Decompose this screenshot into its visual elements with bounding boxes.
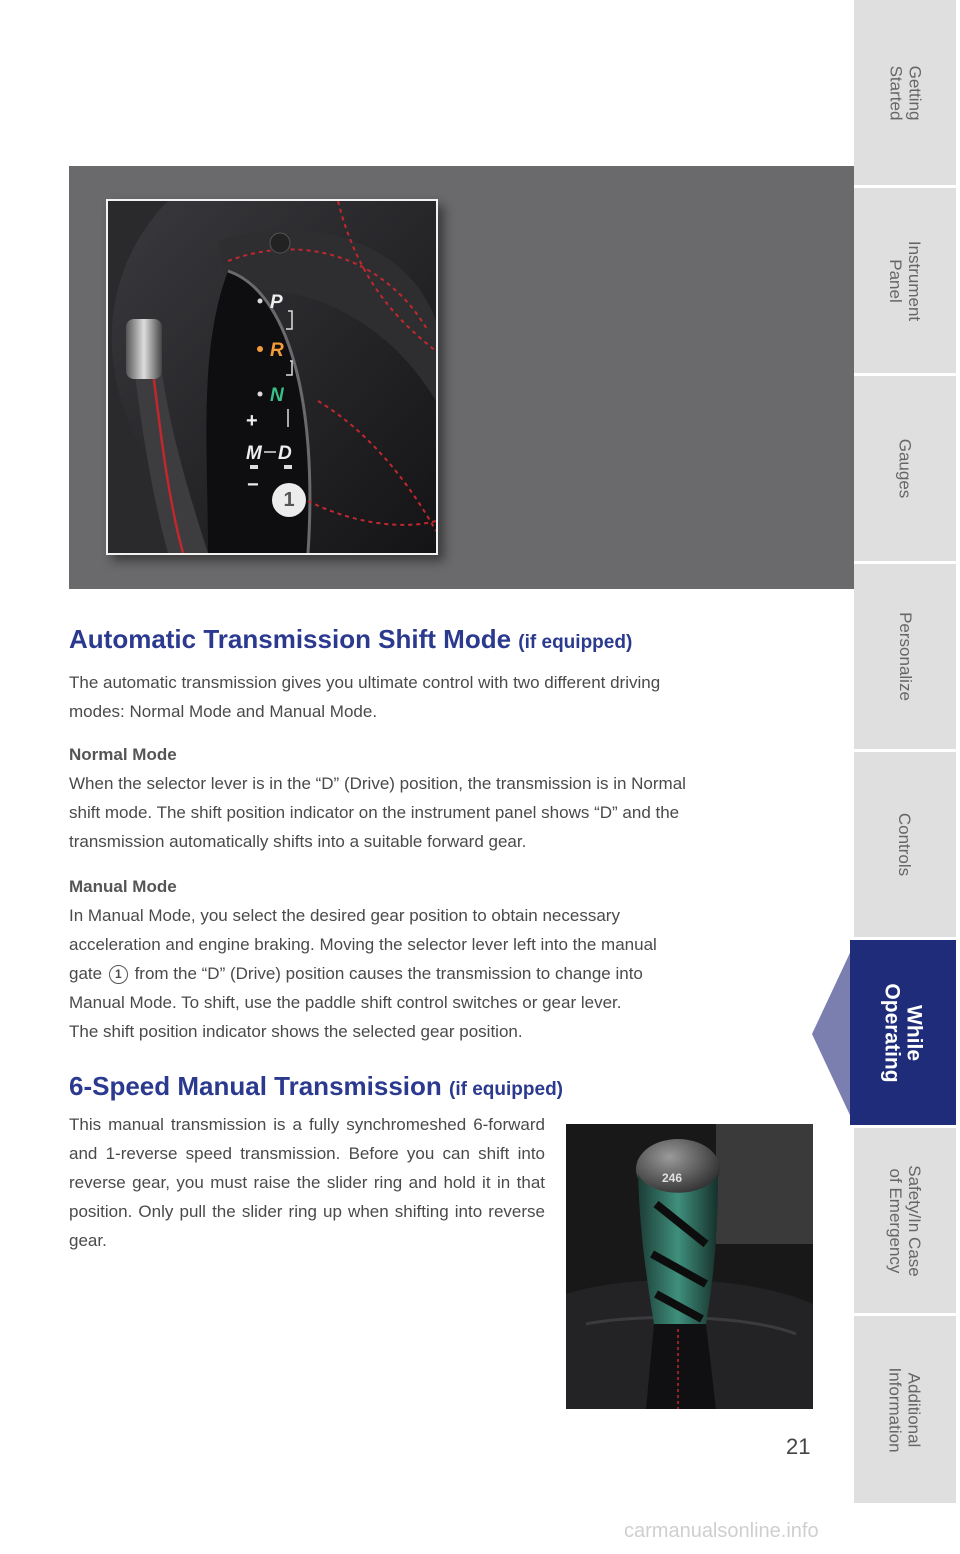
section2-title-suffix: (if equipped) [449,1079,563,1100]
tab-label-while-operating: While Operating [881,982,926,1083]
tab-label-getting-started: Getting Started [886,65,924,120]
tab-label-instrument-panel: Instrument Panel [886,240,924,321]
section-title-manual-transmission [69,1071,563,1102]
gear-p-label: P [270,292,283,313]
section-tabs [854,0,960,1506]
manual-line-2: acceleration and engine braking. Moving the selector lever left into the manual [69,935,657,954]
manual-line-3b: from the “D” (Drive) position causes the transmission to change into [134,964,643,983]
tab-gauges[interactable] [854,376,956,564]
gear-d-label: D [278,443,292,464]
manual-line-4: Manual Mode. To shift, use the paddle shift control switches or gear lever. [69,993,622,1012]
normal-mode-heading: Normal Mode [69,745,177,764]
gear-r-label: R [270,340,284,361]
manual-line-3a: gate [69,964,103,983]
callout-1: 1 [272,483,306,517]
shift-knob-illustration [566,1124,813,1409]
tab-while-operating[interactable] [850,940,956,1128]
manual-mode-paragraph [69,872,657,1046]
tab-label-controls: Controls [895,812,915,877]
manual-line-5: The shift position indicator shows the selected gear position. [69,1022,523,1041]
tab-controls[interactable] [854,752,956,940]
knob-gear-label: 246 [662,1171,683,1185]
section-title-automatic-transmission [69,624,632,655]
gear-minus-label: − [247,474,259,496]
tab-getting-started[interactable] [854,0,956,188]
gear-n-label: N [270,385,284,406]
hero-image-band [69,166,854,589]
shift-knob-photo [566,1124,813,1409]
tab-label-additional-information: Additional Information [885,1366,924,1453]
intro-line-2: modes: Normal Mode and Manual Mode. [69,702,378,721]
manual-line-1: In Manual Mode, you select the desired gear position to obtain necessary [69,906,620,925]
normal-line-2: shift mode. The shift position indicator on the instrument panel shows “D” and the [69,803,680,822]
tab-label-safety-emergency: Safety/In Case of Emergency [886,1164,925,1277]
tab-label-personalize: Personalize [895,612,915,701]
tab-safety-emergency[interactable] [854,1128,956,1316]
normal-line-3: transmission automatically shifts into a suitable forward gear. [69,832,527,851]
tab-label-gauges: Gauges [895,438,915,499]
manual-mode-heading: Manual Mode [69,877,177,896]
normal-mode-paragraph [69,740,686,856]
tab-instrument-panel[interactable] [854,188,956,376]
inline-callout-1: 1 [109,965,128,984]
normal-line-1: When the selector lever is in the “D” (Drive) position, the transmission is in Normal [69,774,686,793]
intro-line-1: The automatic transmission gives you ultimate control with two different driving [69,673,661,692]
tab-personalize[interactable] [854,564,956,752]
tab-additional-information[interactable] [854,1316,956,1506]
shift-selector-photo [106,199,438,555]
manual-transmission-paragraph: This manual transmission is a fully synchromeshed 6-forward and 1-reverse speed transmission. Before you can shift into reverse gear, you must raise the slider ring and hold it in that position. Only pull the slider ring up when shifting into reverse gear. [69,1115,545,1250]
section-title-suffix: (if equipped) [518,632,633,653]
gear-plus-label: + [246,410,258,432]
section2-title-text: 6-Speed Manual Transmission [69,1071,442,1101]
gear-m-label: M [246,443,262,464]
page-number: 21 [786,1434,811,1459]
section-title-text: Automatic Transmission Shift Mode [69,624,512,654]
watermark: carmanualsonline.info [624,1520,819,1542]
intro-paragraph [69,668,660,726]
